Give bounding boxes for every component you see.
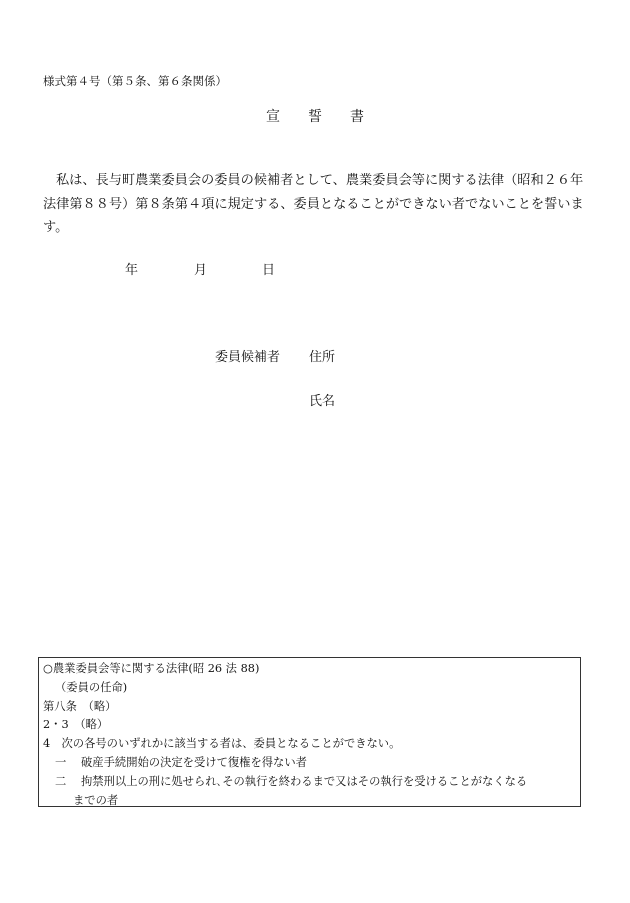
date-month-label: 月 xyxy=(194,263,208,278)
law-item-1-text: 破産手続開始の決定を受けて復権を得ない者 xyxy=(81,755,307,769)
law-caption: （委員の任命) xyxy=(55,680,128,694)
law-item-2-number: 二 xyxy=(55,774,67,788)
law-excerpt-box xyxy=(38,657,581,807)
law-item-1-number: 一 xyxy=(55,755,67,769)
law-item-2 xyxy=(43,773,574,792)
candidate-label: 委員候補者 xyxy=(215,350,281,365)
document-title: 宣 誓 書 xyxy=(266,109,364,125)
law-paragraphs-2-3: 2・3 （略） xyxy=(43,718,109,732)
law-heading: ○農業委員会等に関する法律(昭 26 法 88) xyxy=(43,662,260,675)
form-number: 様式第４号（第５条、第６条関係） xyxy=(43,74,227,88)
date-day-label: 日 xyxy=(262,263,276,278)
law-article: 第八条 （略） xyxy=(43,699,117,713)
law-item-2-continuation: までの者 xyxy=(73,793,119,807)
law-paragraph-4: 4 次の各号のいずれかに該当する者は、委員となることができない。 xyxy=(43,737,401,751)
date-year-label: 年 xyxy=(125,263,139,278)
law-item-2-text: 拘禁刑以上の刑に処せられ､その執行を終わるまで又はその執行を受けることがなくなる xyxy=(81,774,528,788)
law-item-1 xyxy=(43,754,574,773)
pledge-text: 私は、長与町農業委員会の委員の候補者として、農業委員会等に関する法律（昭和２６年法律第８８号）第８条第４項に規定する、委員となることができない者でないことを誓います。 xyxy=(43,173,584,235)
name-label: 氏名 xyxy=(309,394,336,409)
address-label: 住所 xyxy=(309,350,336,365)
